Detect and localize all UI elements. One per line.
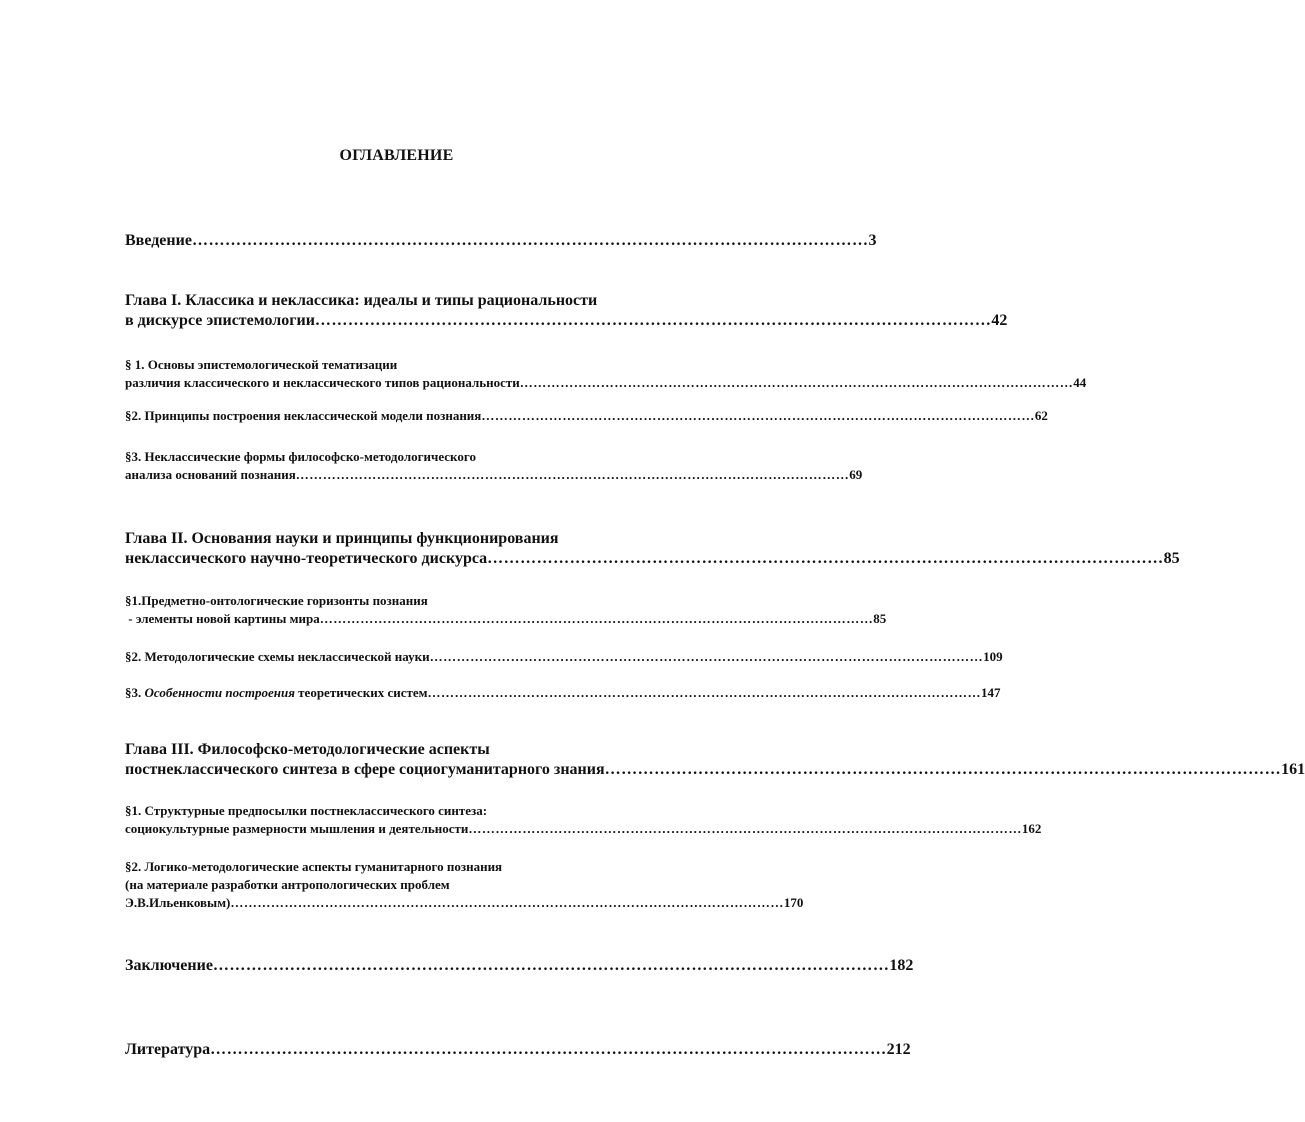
entry-line: § 1. Основы эпистемологической тематизации bbox=[125, 357, 398, 372]
toc-entry-introduction bbox=[125, 231, 877, 251]
page-title: ОГЛАВЛЕНИЕ bbox=[339, 147, 454, 164]
leader-dots: …………………………………………………………………………………………………………… bbox=[191, 232, 869, 249]
leader-dots: …………………………………………………………………………………………………………… bbox=[319, 611, 874, 626]
leader-dots: …………………………………………………………………………………………………………… bbox=[604, 761, 1282, 778]
entry-title: §2. Принципы построения неклассической модели познания bbox=[125, 408, 482, 423]
entry-title: социокультурные размерности мышления и деятельности bbox=[125, 821, 469, 836]
page-number: 42 bbox=[991, 312, 1008, 329]
entry-line: Глава I. Классика и неклассика: идеалы и типы рациональности bbox=[125, 292, 598, 309]
entry-line: Глава II. Основания науки и принципы функционирования bbox=[125, 530, 559, 547]
entry-title bbox=[125, 684, 428, 702]
leader-dots: …………………………………………………………………………………………………………… bbox=[481, 408, 1035, 423]
leader-dots: …………………………………………………………………………………………………………… bbox=[468, 821, 1022, 836]
toc-entry-ch2-sec1 bbox=[125, 592, 887, 628]
entry-title: в дискурсе эпистемологии bbox=[125, 312, 315, 329]
entry-line: §2. Логико-методологические аспекты гуманитарного познания bbox=[125, 859, 503, 874]
entry-title-italic: Особенности построения bbox=[144, 685, 295, 700]
leader-dots: …………………………………………………………………………………………………………… bbox=[314, 312, 992, 329]
leader-dots: …………………………………………………………………………………………………………… bbox=[429, 649, 984, 664]
entry-title: Заключение bbox=[125, 957, 213, 974]
entry-line: §3. Неклассические формы философско-методологического bbox=[125, 449, 476, 464]
page-number: 162 bbox=[1021, 821, 1042, 836]
entry-title-rest: теоретических систем bbox=[294, 685, 428, 700]
entry-title: различия классического и неклассического типов рациональности bbox=[125, 375, 520, 390]
page-number: 85 bbox=[873, 611, 887, 626]
entry-line: §1. Структурные предпосылки постнеклассического синтеза: bbox=[125, 803, 488, 818]
leader-dots: …………………………………………………………………………………………………………… bbox=[212, 957, 890, 974]
entry-title: анализа оснований познания bbox=[125, 467, 296, 482]
page-number: 3 bbox=[868, 232, 877, 249]
entry-title: Литература bbox=[125, 1041, 211, 1058]
page-number: 212 bbox=[886, 1041, 911, 1058]
entry-title: Э.В.Ильенковым) bbox=[125, 895, 231, 910]
page-number: 44 bbox=[1073, 375, 1087, 390]
toc-entry-ch1-sec2 bbox=[125, 407, 1048, 425]
leader-dots: …………………………………………………………………………………………………………… bbox=[230, 895, 784, 910]
toc-entry-chapter-2 bbox=[125, 529, 1180, 569]
toc-entry-ch3-sec2 bbox=[125, 858, 804, 912]
page-number: 161 bbox=[1281, 761, 1305, 778]
toc-entry-chapter-1 bbox=[125, 291, 1008, 331]
page-number: 147 bbox=[981, 685, 1001, 700]
entry-title: §2. Методологические схемы неклассической науки bbox=[125, 649, 430, 664]
toc-entry-chapter-3 bbox=[125, 740, 1305, 780]
page-number: 109 bbox=[983, 649, 1003, 664]
entry-title: постнеклассического синтеза в сфере социогуманитарного знания bbox=[125, 761, 605, 778]
leader-dots: …………………………………………………………………………………………………………… bbox=[487, 550, 1164, 567]
toc-entry-conclusion bbox=[125, 956, 914, 976]
toc-entry-ch1-sec3 bbox=[125, 448, 863, 484]
entry-title-prefix: §3. bbox=[125, 685, 145, 700]
page-number: 85 bbox=[1163, 550, 1180, 567]
entry-line: Глава III. Философско-методологические аспекты bbox=[125, 741, 490, 758]
entry-title: - элементы новой картины мира bbox=[125, 611, 320, 626]
toc-entry-ch1-sec1 bbox=[125, 356, 1087, 392]
page-number: 69 bbox=[849, 467, 863, 482]
entry-line: (на материале разработки антропологических проблем bbox=[125, 877, 450, 892]
page-number: 62 bbox=[1034, 408, 1048, 423]
leader-dots: …………………………………………………………………………………………………………… bbox=[295, 467, 850, 482]
toc-entry-ch2-sec2 bbox=[125, 648, 1003, 666]
entry-title: Введение bbox=[125, 232, 192, 249]
leader-dots: …………………………………………………………………………………………………………… bbox=[427, 685, 982, 700]
leader-dots: …………………………………………………………………………………………………………… bbox=[210, 1041, 887, 1058]
page-number: 170 bbox=[783, 895, 804, 910]
entry-line: §1.Предметно-онтологические горизонты познания bbox=[125, 593, 428, 608]
toc-entry-ch2-sec3 bbox=[125, 684, 1001, 702]
entry-title: неклассического научно-теоретического дискурса bbox=[125, 550, 488, 567]
toc-entry-ch3-sec1 bbox=[125, 802, 1042, 838]
page-number: 182 bbox=[889, 957, 914, 974]
toc-entry-literature bbox=[125, 1040, 911, 1060]
leader-dots: …………………………………………………………………………………………………………… bbox=[519, 375, 1074, 390]
